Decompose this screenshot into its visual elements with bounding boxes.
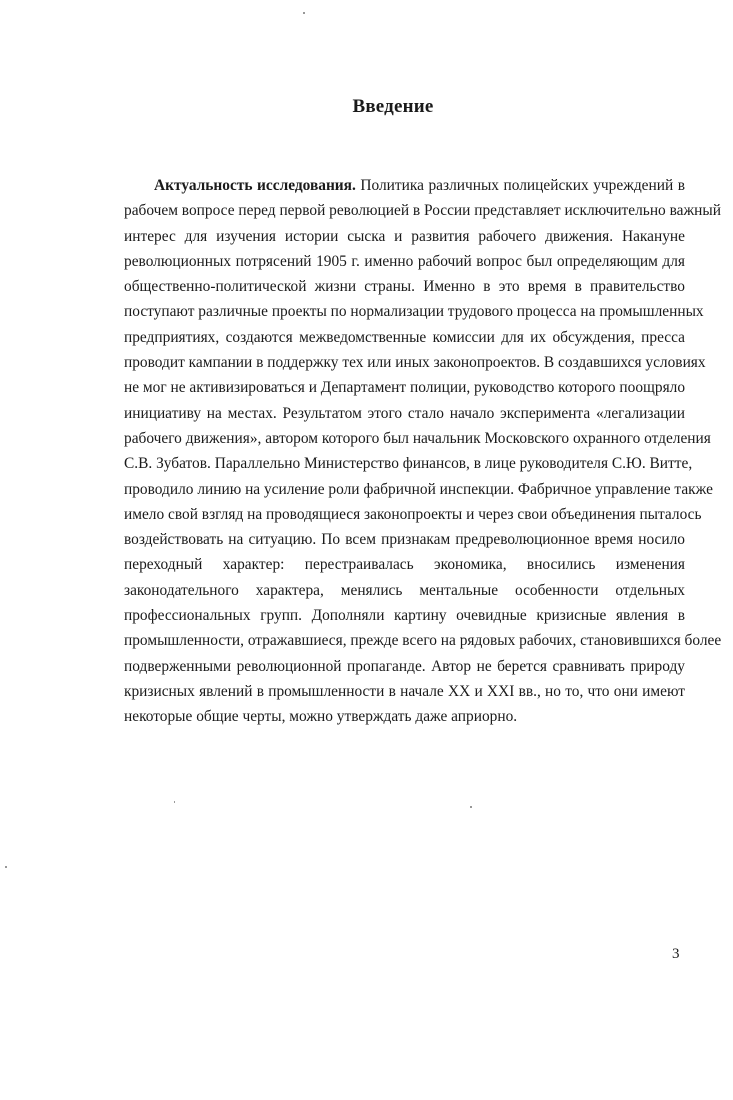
paragraph-line: кризисных явлений в промышленности в начале XX и XXI вв., но то, что они имеют <box>124 682 685 700</box>
paragraph-line: предприятиях, создаются межведомственные комиссии для их обсуждения, пресса <box>124 328 685 346</box>
scan-speck <box>303 12 305 14</box>
paragraph-line: некоторые общие черты, можно утверждать даже априорно. <box>124 708 518 726</box>
paragraph-line: законодательного характера, менялись ментальные особенности отдельных <box>124 581 685 599</box>
paragraph-line: рабочего движения», автором которого был начальник Московского охранного отделения <box>124 429 711 447</box>
line-text: Политика различных полицейских учреждений в <box>360 177 685 194</box>
paragraph-line <box>124 173 685 198</box>
paragraph-line: переходный характер: перестраивалась экономика, вносились изменения <box>124 556 685 574</box>
paragraph-line: общественно-политической жизни страны. Именно в это время в правительство <box>124 278 685 296</box>
paragraph-line: поступают различные проекты по нормализации трудового процесса на промышленных <box>124 303 704 321</box>
paragraph-line: интерес для изучения истории сыска и развития рабочего движения. Накануне <box>124 227 685 245</box>
paragraph-line: профессиональных групп. Дополняли картину очевидные кризисные явления в <box>124 607 685 625</box>
paragraph-line: подверженными революционной пропаганде. Автор не берется сравнивать природу <box>124 657 685 675</box>
paragraph-line: не мог не активизироваться и Департамент полиции, руководство которого поощряло <box>124 379 686 397</box>
paragraph-line: проводило линию на усиление роли фабричной инспекции. Фабричное управление также <box>124 480 713 498</box>
paragraph-line: инициативу на местах. Результатом этого стало начало эксперимента «легализации <box>124 404 685 422</box>
lead-in-phrase: Актуальность исследования. <box>154 177 356 194</box>
paragraph-line: революционных потрясений 1905 г. именно рабочий вопрос был определяющим для <box>124 252 685 270</box>
scan-speck <box>470 806 472 808</box>
paragraph-line: проводит кампании в поддержку тех или иных законопроектов. В создавшихся условиях <box>124 354 706 372</box>
paragraph-line: промышленности, отражавшиеся, прежде всего на рядовых рабочих, становившихся более <box>124 632 722 650</box>
paragraph-line: воздействовать на ситуацию. По всем признакам предреволюционное время носило <box>124 531 685 549</box>
paragraph-line: рабочем вопросе перед первой революцией в России представляет исключительно важный <box>124 202 721 220</box>
page-title: Введение <box>352 96 434 117</box>
paragraph-line: С.В. Зубатов. Параллельно Министерство финансов, в лице руководителя С.Ю. Витте, <box>124 455 693 473</box>
page-number: 3 <box>672 946 680 962</box>
introduction-paragraph <box>124 173 722 730</box>
scan-speck <box>5 866 7 868</box>
scan-speck <box>174 801 175 803</box>
paragraph-line: имело свой взгляд на проводящиеся законопроекты и через свои объединения пыталось <box>124 505 702 523</box>
